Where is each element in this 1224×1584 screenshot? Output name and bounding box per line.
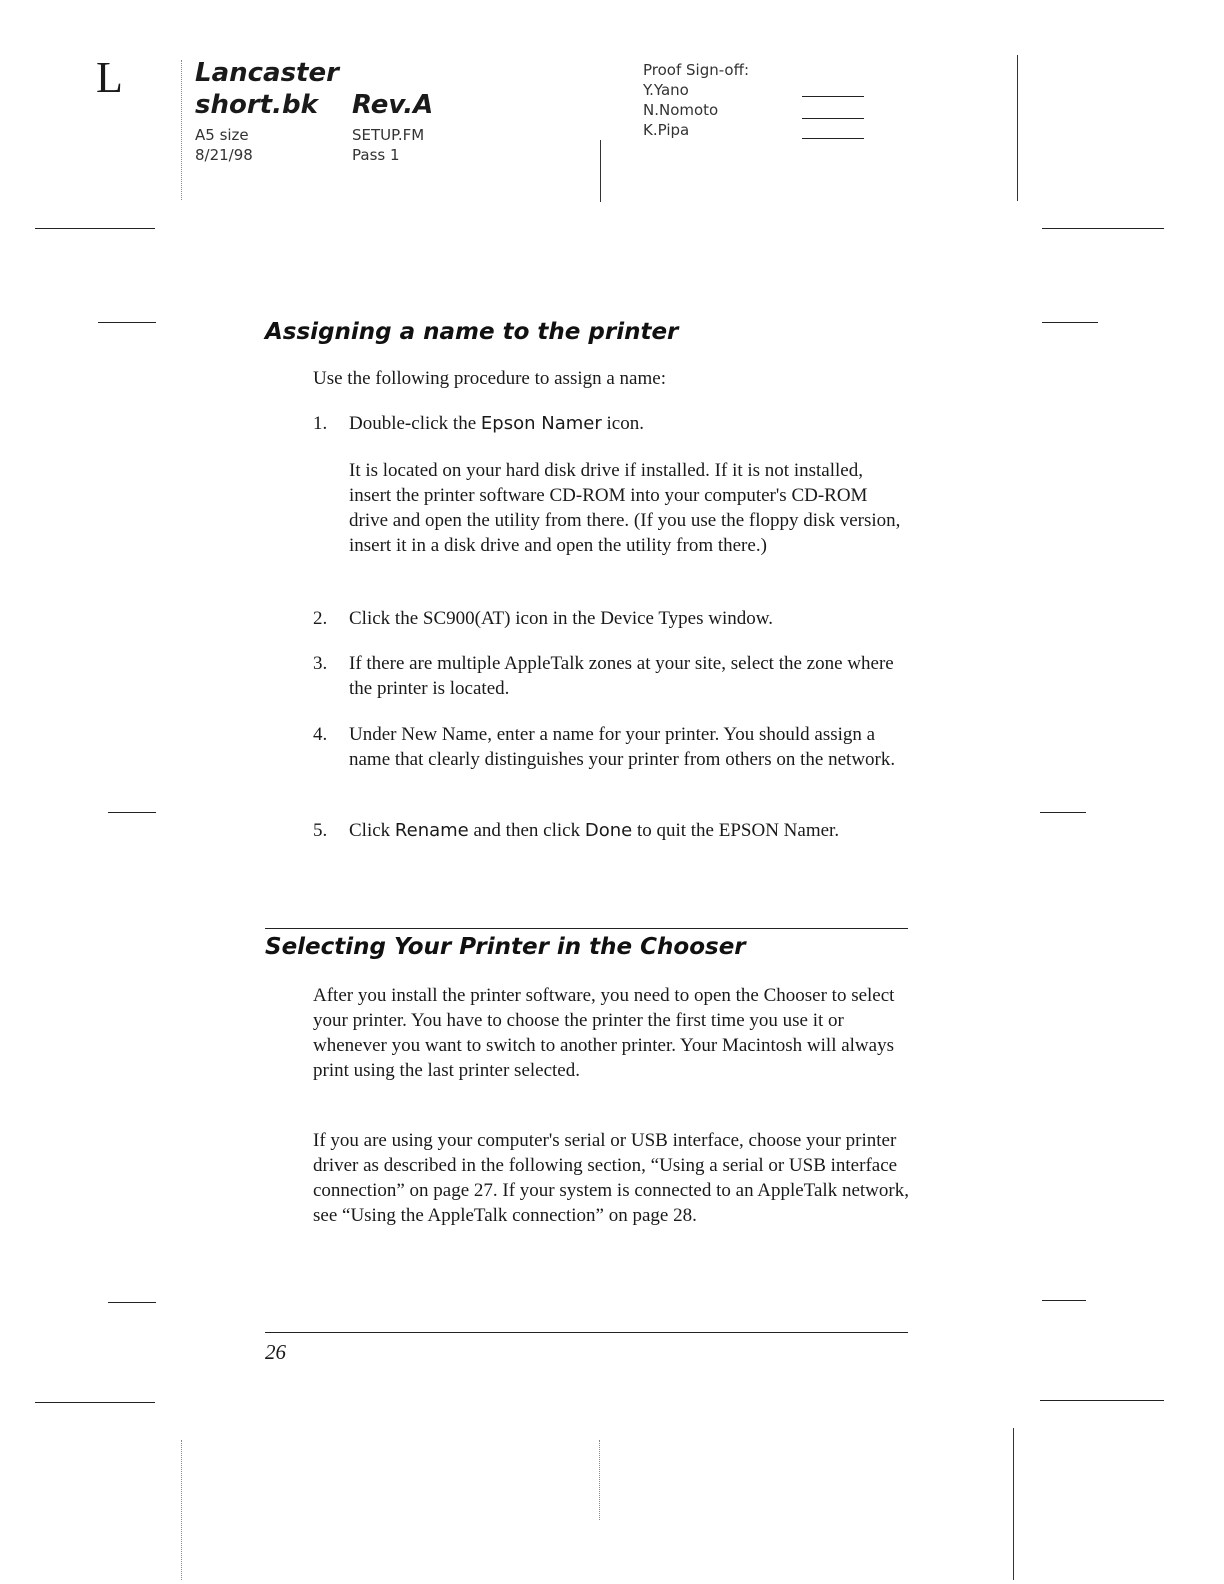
step-number: 4. [313,724,328,745]
doc-date: 8/21/98 [195,146,253,164]
step-number: 3. [313,653,328,674]
margin-mark-left-3 [108,1302,156,1303]
margin-mark-right-1 [1042,322,1098,323]
rename-ui-label: Rename [394,820,469,841]
done-ui-label: Done [584,820,633,841]
bottom-mid-dotted-rule [599,1440,600,1520]
step-text: Click Rename and then click Done to quit the EPSON Namer. [349,820,840,841]
step-number: 2. [313,608,328,629]
doc-pass: Pass 1 [352,146,400,164]
signature-line-2 [802,118,864,119]
proof-signoff-label: Proof Sign-off: [643,61,749,79]
header-right-rule [1017,55,1018,201]
crop-mark-bottom-left [35,1402,155,1403]
doc-title-line1: Lancaster [195,58,339,88]
margin-mark-left-1 [98,322,156,323]
margin-mark-right-3 [1042,1300,1086,1301]
section-title-selecting-printer: Selecting Your Printer in the Chooser [265,934,746,960]
doc-size: A5 size [195,126,249,144]
doc-file: SETUP.FM [352,126,425,144]
crop-mark-top-right [1042,228,1164,229]
section2-para2: If you are using your computer's serial or USB interface, choose your printer driver as described in the following section, “Using a serial or USB interface connection” on page 27. If your system is connected to an AppleTalk network, see “Using the AppleTalk connection” on page 28. [313,1130,909,1226]
step-3 [313,651,913,707]
step-text: If there are multiple AppleTalk zones at your site, select the zone where the printer is located. [349,653,894,699]
step-1 [313,411,913,441]
step-text: Click the SC900(AT) icon in the Device Types window. [349,608,773,629]
corner-letter: L [96,53,123,102]
margin-mark-left-2 [108,812,156,813]
header-left-dotted-rule [181,60,182,200]
bottom-right-rule [1013,1428,1014,1580]
signer-2: N.Nomoto [643,101,719,119]
doc-revision: Rev.A [352,90,434,120]
step-1-note: It is located on your hard disk drive if installed. If it is not installed, insert the printer software CD-ROM into your computer's CD-ROM drive and open the utility from there. (If you use the floppy disk version, insert it in a disk drive and open the utility from there.) [349,460,901,556]
epson-namer-ui-label: Epson Namer [480,413,602,434]
margin-mark-right-2 [1040,812,1086,813]
crop-mark-top-left [35,228,155,229]
signature-line-1 [802,96,864,97]
signature-line-3 [802,138,864,139]
step-5 [313,818,913,874]
section1-intro: Use the following procedure to assign a name: [313,368,666,389]
section2-top-rule [265,928,908,929]
step-text: Under New Name, enter a name for your printer. You should assign a name that clearly distinguishes your printer from others on the network. [349,724,896,770]
step-2 [313,606,913,636]
header-mid-rule [600,140,601,202]
step-text: Double-click the Epson Namer icon. [349,413,644,434]
crop-mark-bottom-right [1040,1400,1164,1401]
signer-1: Y.Yano [643,81,689,99]
doc-title-line2: short.bk [195,90,318,120]
section-title-assigning-name: Assigning a name to the printer [265,319,679,345]
signer-3: K.Pipa [643,121,690,139]
step-number: 5. [313,820,328,841]
footer-rule [265,1332,908,1333]
bottom-left-dotted-rule [181,1440,182,1580]
step-number: 1. [313,413,328,434]
page-number: 26 [265,1340,286,1364]
section2-para1: After you install the printer software, you need to open the Chooser to select your printer. You have to choose the printer the first time you use it or whenever you want to switch to another printer. Your Macintosh will always print using the last printer selected. [313,985,895,1081]
step-4 [313,722,913,802]
